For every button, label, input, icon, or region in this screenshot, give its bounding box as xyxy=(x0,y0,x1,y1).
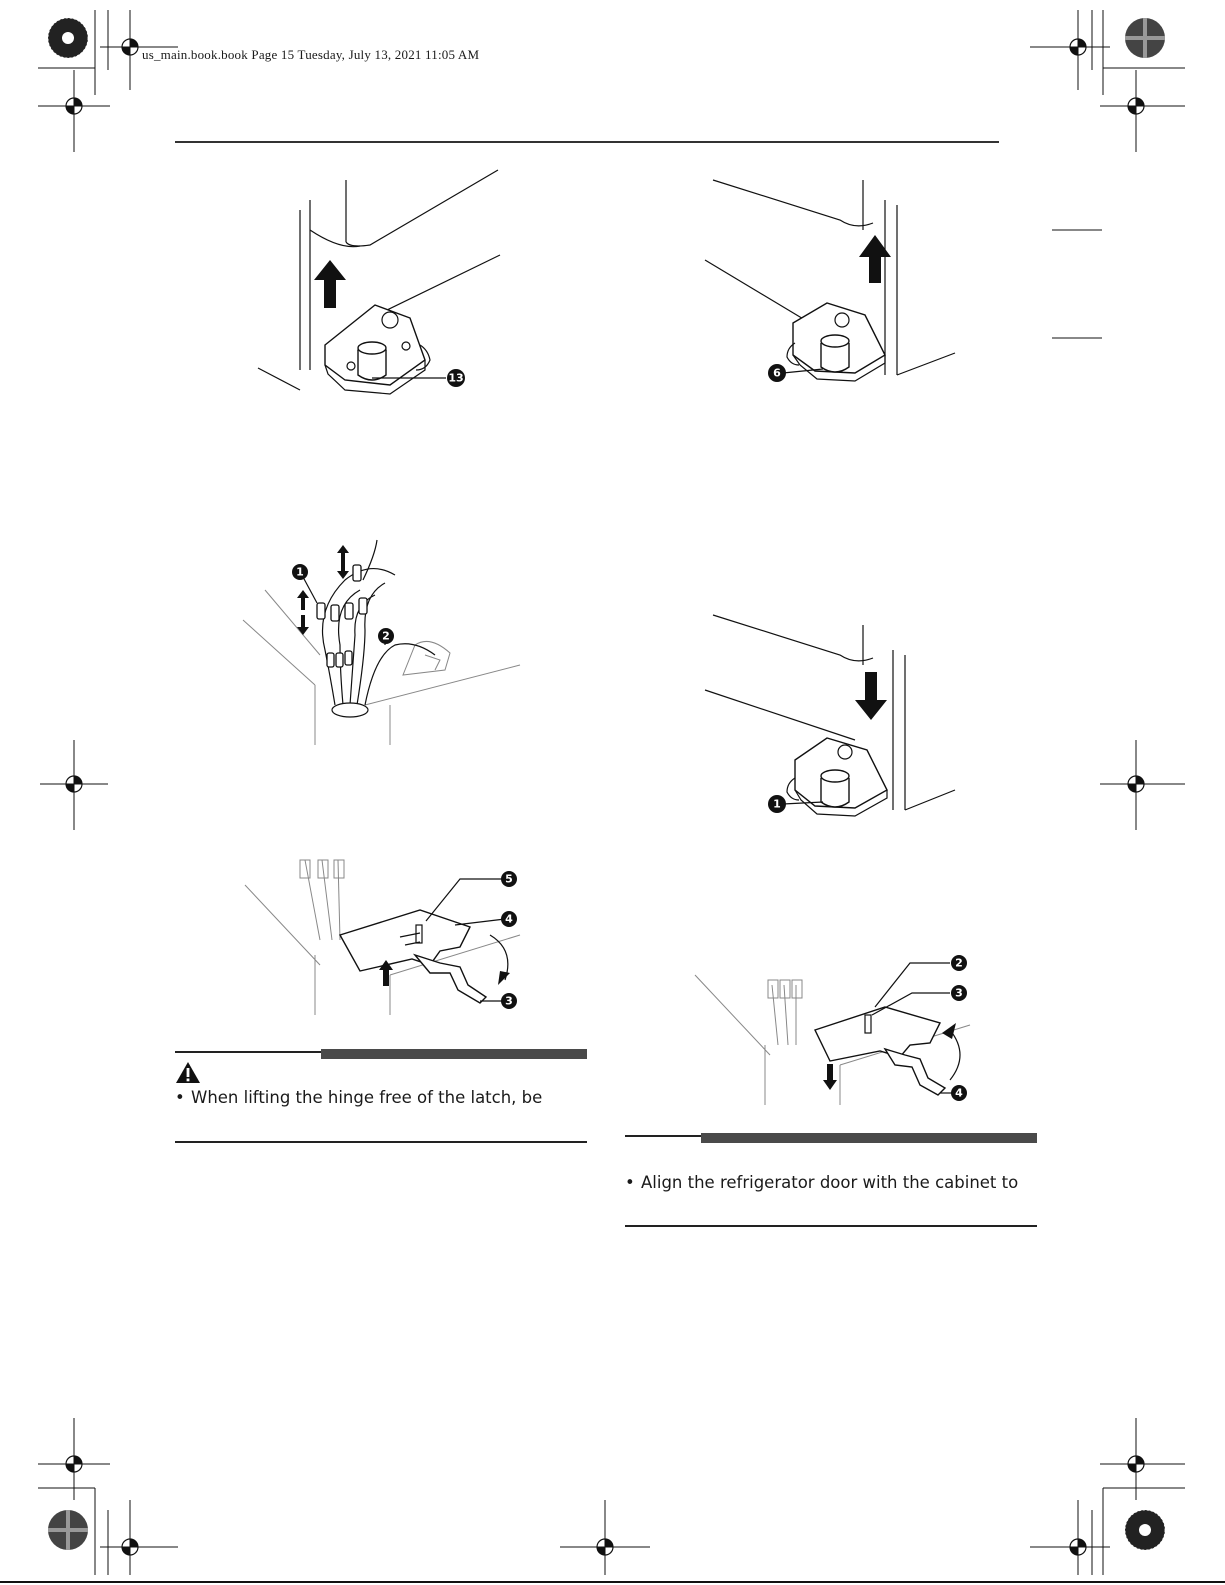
callout-1: 1 xyxy=(296,565,304,579)
caution-header-rule xyxy=(175,1051,321,1053)
wire-harness-illustration xyxy=(235,535,535,755)
callout-2: 2 xyxy=(382,629,390,643)
caution-box: • When lifting the hinge free of the latch, be xyxy=(175,1049,587,1145)
print-slug: us_main.book.book Page 15 Tuesday, July 13, 2021 11:05 AM xyxy=(142,47,480,62)
hinge-lower-illustration xyxy=(705,610,965,830)
callout-4: 4 xyxy=(955,1086,963,1100)
caution-bullet-text: When lifting the hinge free of the latch, be xyxy=(191,1088,543,1107)
note-header-bar xyxy=(701,1133,1037,1143)
callout-1: 1 xyxy=(773,797,781,811)
hinge-lift-illustration-left xyxy=(250,170,530,400)
note-bottom-rule xyxy=(625,1225,1037,1227)
callout-3: 3 xyxy=(505,994,513,1008)
caution-bottom-rule xyxy=(175,1141,587,1143)
callout-13: 13 xyxy=(448,371,464,385)
latch-lever-illustration-right xyxy=(690,945,990,1115)
callout-4: 4 xyxy=(505,912,513,926)
note-bullet-text: Align the refrigerator door with the cabinet to xyxy=(641,1173,1019,1192)
callout-6: 6 xyxy=(773,366,781,380)
note-box: • Align the refrigerator door with the cabinet to xyxy=(625,1133,1037,1229)
callout-3: 3 xyxy=(955,986,963,1000)
caution-header-bar xyxy=(321,1049,587,1059)
warning-triangle-icon xyxy=(175,1061,201,1085)
latch-lever-illustration-left xyxy=(240,855,540,1025)
top-rule xyxy=(175,141,999,143)
callout-2: 2 xyxy=(955,956,963,970)
callout-5: 5 xyxy=(505,872,513,886)
hinge-lift-illustration-right xyxy=(705,175,965,395)
note-header-rule xyxy=(625,1135,701,1137)
